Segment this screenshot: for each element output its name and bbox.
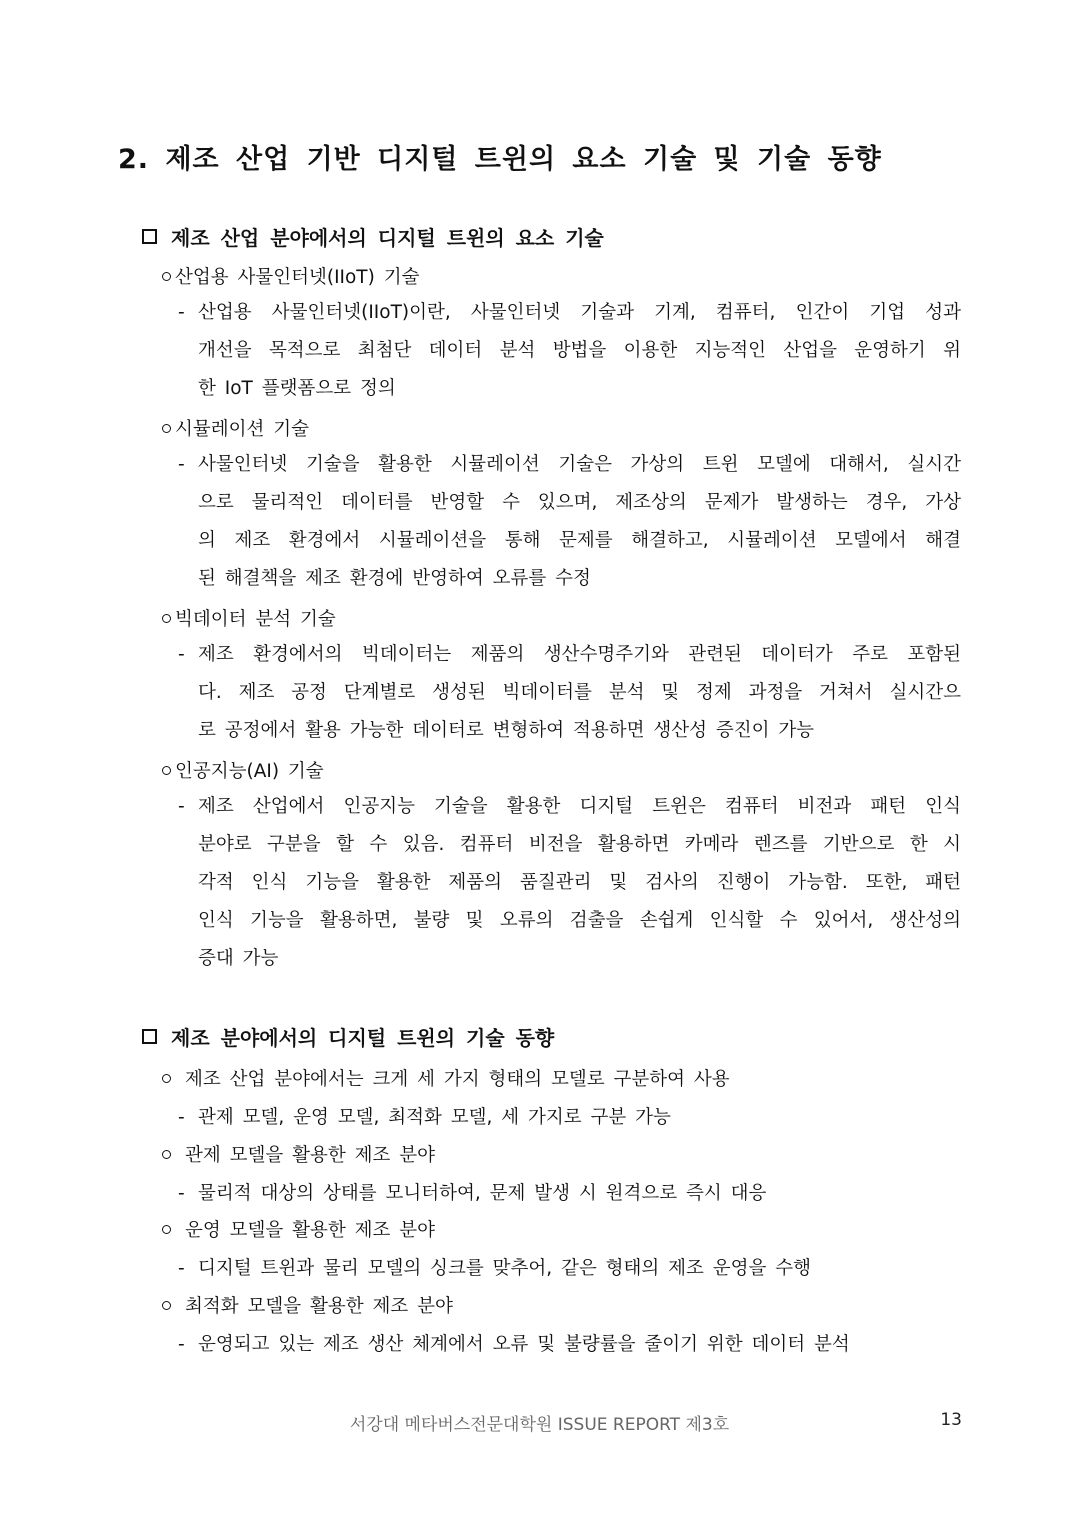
paragraph-iiot <box>178 294 961 408</box>
page-number: 13 <box>940 1410 962 1430</box>
bullet-text: 산업용 사물인터넷(IIoT) 기술 <box>175 267 420 288</box>
circle-bullet-icon <box>162 1225 171 1234</box>
dash-item: - 관제 모델, 운영 모델, 최적화 모델, 세 가지로 구분 가능 <box>178 1107 671 1128</box>
paragraph-line: - 사물인터넷 기술을 활용한 시뮬레이션 기술은 가상의 트윈 모델에 대해서, 실시간 <box>178 446 961 484</box>
bullet-three-models <box>160 1065 730 1091</box>
circle-bullet-icon <box>162 1301 171 1310</box>
paragraph-line: 인식 기능을 활용하면, 불량 및 오류의 검출을 손쉽게 인식할 수 있어서, 생산성의 <box>198 910 961 931</box>
dash-item: - 디지털 트윈과 물리 모델의 싱크를 맞추어, 같은 형태의 제조 운영을 수행 <box>178 1258 811 1279</box>
dash-item: - 운영되고 있는 제조 생산 체계에서 오류 및 불량률을 줄이기 위한 데이터 분석 <box>178 1334 850 1355</box>
dash-item: - 물리적 대상의 상태를 모니터하여, 문제 발생 시 원격으로 즉시 대응 <box>178 1183 767 1204</box>
bullet-bigdata <box>160 605 336 631</box>
bullet-text: 시뮬레이션 기술 <box>175 419 309 440</box>
paragraph-line: 다. 제조 공정 단계별로 생성된 빅데이터를 분석 및 정제 과정을 거쳐서 실시간으 <box>198 682 961 703</box>
dash-text: 디지털 트윈과 물리 모델의 싱크를 맞추어, 같은 형태의 제조 운영을 수행 <box>198 1258 811 1279</box>
section-title-text: 제조 분야에서의 디지털 트윈의 기술 동향 <box>171 1026 555 1050</box>
paragraph-line: 각적 인식 기능을 활용한 제품의 품질관리 및 검사의 진행이 가능함. 또한, 패턴 <box>198 872 961 893</box>
paragraph-line: 분야로 구분을 할 수 있음. 컴퓨터 비전을 활용하면 카메라 렌즈를 기반으로 한 시 <box>198 834 961 855</box>
paragraph-line: - 제조 환경에서의 빅데이터는 제품의 생산수명주기와 관련된 데이터가 주로 포함된 <box>178 636 961 674</box>
circle-bullet-icon <box>162 272 171 281</box>
section-title-trends <box>142 1022 554 1051</box>
bullet-operation-model <box>160 1216 435 1242</box>
circle-bullet-icon <box>162 1074 171 1083</box>
bullet-text: 제조 산업 분야에서는 크게 세 가지 형태의 모델로 구분하여 사용 <box>185 1069 730 1090</box>
paragraph-line: 로 공정에서 활용 가능한 데이터로 변형하여 적용하면 생산성 증진이 가능 <box>198 720 815 741</box>
bullet-text: 최적화 모델을 활용한 제조 분야 <box>185 1296 453 1317</box>
circle-bullet-icon <box>162 766 171 775</box>
paragraph-bigdata <box>178 636 961 750</box>
section-title-elements <box>142 222 604 251</box>
bullet-text: 인공지능(AI) 기술 <box>175 761 324 782</box>
circle-bullet-icon <box>162 424 171 433</box>
bullet-optimization-model <box>160 1292 453 1318</box>
bullet-ai <box>160 757 324 783</box>
paragraph-line: 으로 물리적인 데이터를 반영할 수 있으며, 제조상의 문제가 발생하는 경우, 가상 <box>198 492 961 513</box>
bullet-monitoring-model <box>160 1141 435 1167</box>
bullet-text: 운영 모델을 활용한 제조 분야 <box>185 1220 435 1241</box>
paragraph-line: 한 IoT 플랫폼으로 정의 <box>198 378 396 399</box>
paragraph-line: 의 제조 환경에서 시뮬레이션을 통해 문제를 해결하고, 시뮬레이션 모델에서 해결 <box>198 530 961 551</box>
dash-text: 물리적 대상의 상태를 모니터하여, 문제 발생 시 원격으로 즉시 대응 <box>198 1183 767 1204</box>
square-bullet-icon <box>142 229 157 244</box>
dash-text: 운영되고 있는 제조 생산 체계에서 오류 및 불량률을 줄이기 위한 데이터 분석 <box>198 1334 850 1355</box>
square-bullet-icon <box>142 1029 157 1044</box>
circle-bullet-icon <box>162 1150 171 1159</box>
paragraph-line: 된 해결책을 제조 환경에 반영하여 오류를 수정 <box>198 568 591 589</box>
paragraph-line: 개선을 목적으로 최첨단 데이터 분석 방법을 이용한 지능적인 산업을 운영하기 위 <box>198 340 961 361</box>
dash-text: 관제 모델, 운영 모델, 최적화 모델, 세 가지로 구분 가능 <box>198 1107 671 1128</box>
bullet-text: 관제 모델을 활용한 제조 분야 <box>185 1145 435 1166</box>
paragraph-ai <box>178 788 961 978</box>
page-heading: 2. 제조 산업 기반 디지털 트윈의 요소 기술 및 기술 동향 <box>118 144 882 175</box>
circle-bullet-icon <box>162 614 171 623</box>
bullet-iiot <box>160 263 419 289</box>
page-footer: 서강대 메타버스전문대학원 ISSUE REPORT 제3호 <box>349 1415 730 1435</box>
bullet-text: 빅데이터 분석 기술 <box>175 609 336 630</box>
paragraph-line: - 제조 산업에서 인공지능 기술을 활용한 디지털 트윈은 컴퓨터 비전과 패턴 인식 <box>178 788 961 826</box>
paragraph-line: 증대 가능 <box>198 948 279 969</box>
section-title-text: 제조 산업 분야에서의 디지털 트윈의 요소 기술 <box>171 226 604 250</box>
paragraph-line: - 산업용 사물인터넷(IIoT)이란, 사물인터넷 기술과 기계, 컴퓨터, 인간이 기업 성과 <box>178 294 961 332</box>
paragraph-simulation <box>178 446 961 598</box>
bullet-simulation <box>160 415 309 441</box>
